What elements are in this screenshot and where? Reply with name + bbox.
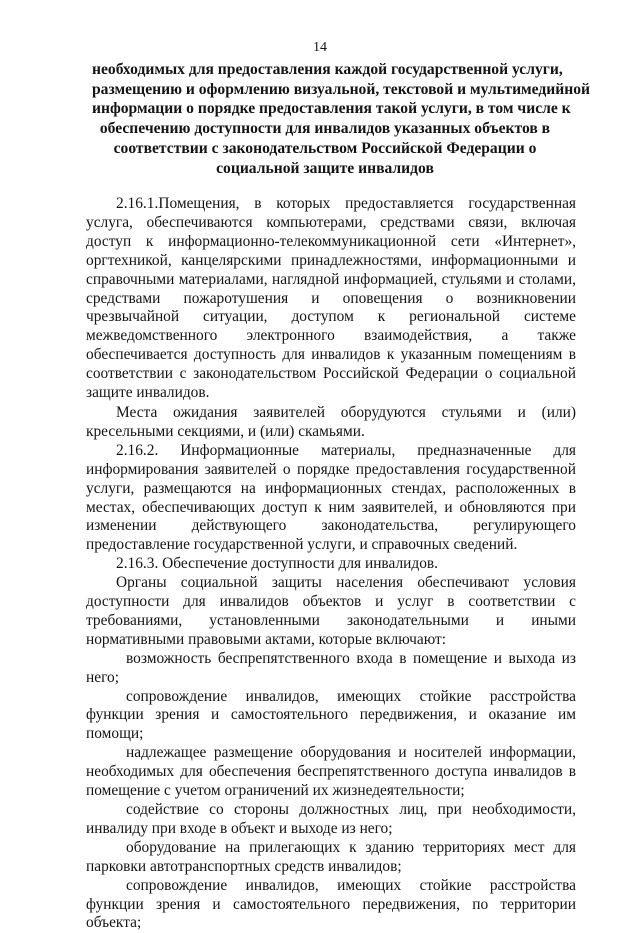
heading-line: социальной защите инвалидов <box>216 159 434 177</box>
heading-line: необходимых для предоставления каждой государственной услуги, <box>92 61 563 78</box>
paragraph-2-16-3: 2.16.3. Обеспечение доступности для инвалидов. <box>116 555 439 573</box>
list-item: возможность беспрепятственного входа в помещение и выхода из него; <box>86 649 576 686</box>
document-body <box>86 195 576 933</box>
paragraph-accessibility-conditions: Органы социальной защиты населения обеспечивают условия доступности для инвалидов объектов и услуг в соответствии с требованиями, установленными законодательными и иными нормативными правовыми актами, которые включают: <box>86 574 576 648</box>
paragraph-2-16-2: 2.16.2. Информационные материалы, предназначенные для информирования заявителей о порядке предоставления государственной услуги, размещаются на информационных стендах, расположенных в местах, обеспечивающих доступ к ним заявителей, и обновляются при изменении действующего законодательства, регулирующего предоставление государственной услуги, и справочных сведений. <box>86 441 576 554</box>
heading-line: соответствии с законодательством Российской Федерации о <box>113 139 537 157</box>
list-item: сопровождение инвалидов, имеющих стойкие расстройства функции зрения и самостоятельного передвижения, по территории объекта; <box>86 876 576 932</box>
list-item: надлежащее размещение оборудования и носителей информации, необходимых для обеспечения беспрепятственного доступа инвалидов в помещение с учетом ограничений их жизнедеятельности; <box>86 744 576 800</box>
heading-line: размещению и оформлению визуальной, текстовой и мультимедийной <box>92 80 591 98</box>
heading-line: обеспечению доступности для инвалидов указанных объектов в <box>99 120 551 138</box>
paragraph-2-16-1: 2.16.1.Помещения, в которых предоставляется государственная услуга, обеспечиваются компьютерами, средствами связи, включая доступ к информационно-телекоммуникационной сети «Интернет», оргтехникой, канцелярскими принадлежностями, информационными и справочными материалами, наглядной информацией, стульями и столами, средствами пожаротушения и оповещения о возникновении чрезвычайной ситуации, доступом к региональной системе межведомственного электронного взаимодействия, а также обеспечивается доступность для инвалидов к указанным помещениям в соответствии с законодательством Российской Федерации о социальной защите инвалидов. <box>86 195 576 402</box>
paragraph-waiting-places: Места ожидания заявителей оборудуются стульями и (или) кресельными секциями, и (или) скамьями. <box>86 403 576 440</box>
list-item: содействие со стороны должностных лиц, при необходимости, инвалиду при входе в объект и выходе из него; <box>86 801 576 837</box>
page-number: 14 <box>313 40 327 55</box>
heading-line: информации о порядке предоставления такой услуги, в том числе к <box>92 100 571 118</box>
list-item: оборудование на прилегающих к зданию территориях мест для парковки автотранспортных средств инвалидов; <box>86 838 576 875</box>
list-item: сопровождение инвалидов, имеющих стойкие расстройства функции зрения и самостоятельного передвижения, и оказание им помощи; <box>86 687 576 743</box>
section-heading <box>92 60 591 178</box>
